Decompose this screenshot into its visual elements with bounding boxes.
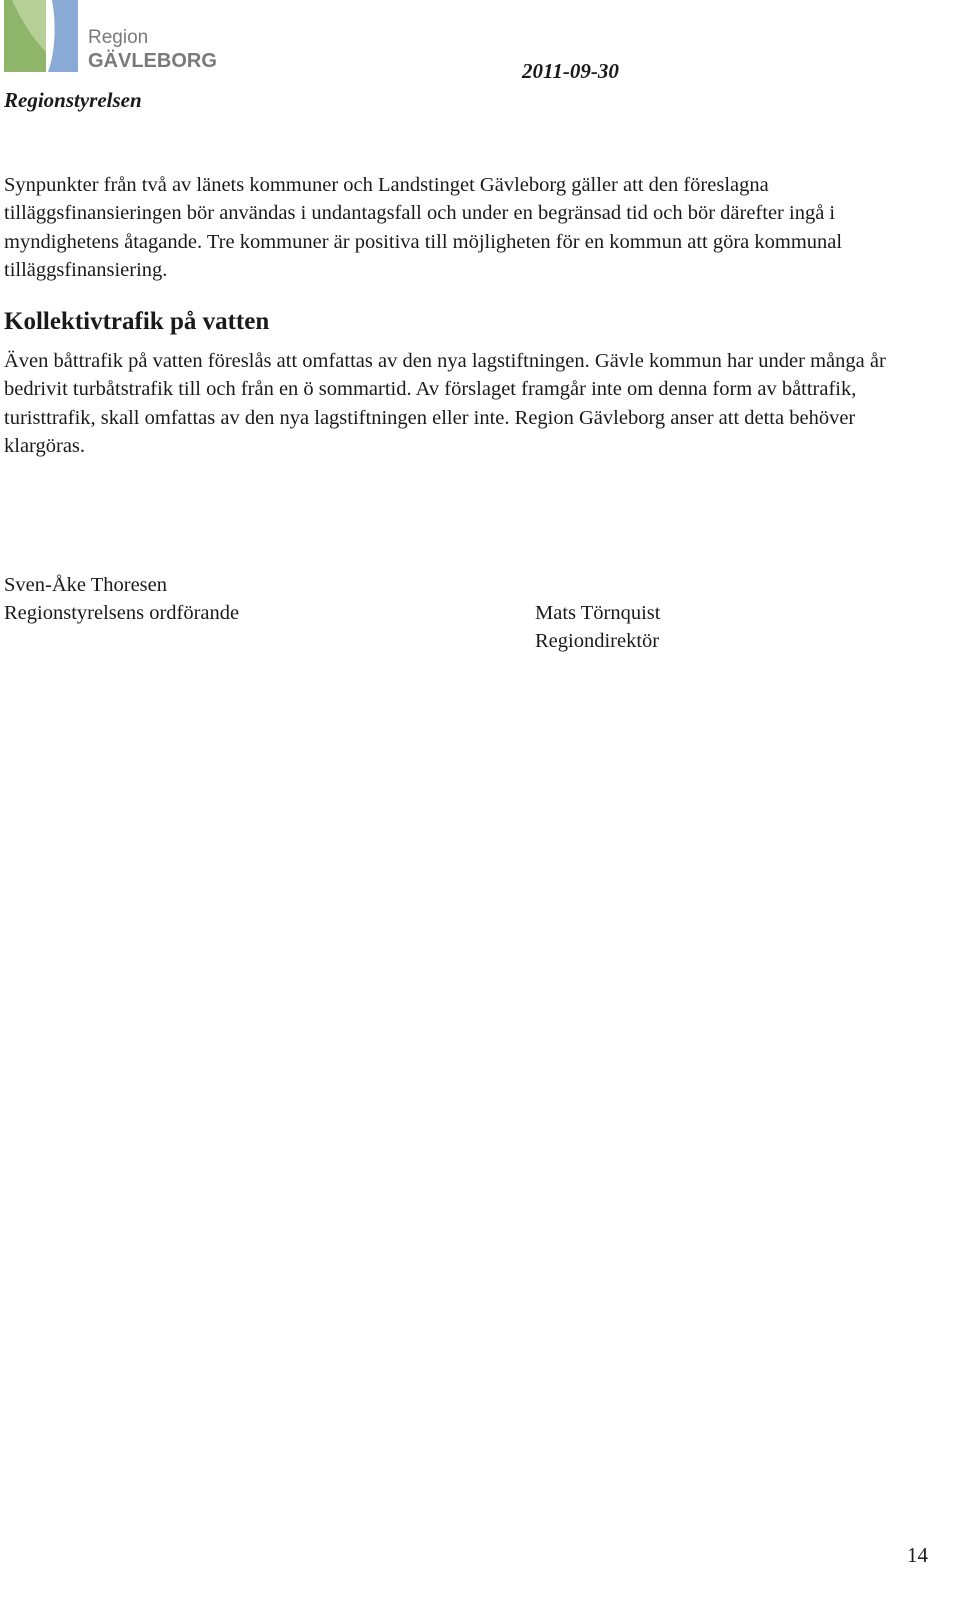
- logo-wordmark: [88, 28, 217, 71]
- body-paragraph-2: Även båttrafik på vatten föreslås att omfattas av den nya lagstiftningen. Gävle kommun har under många år bedrivit turbåtstrafik till och från en ö sommartid. Av förslaget framgår inte om denna form av båttrafik, turisttrafik, skall omfattas av den nya lagstiftningen eller inte. Region Gävleborg anser att detta behöver klargöras.: [4, 350, 886, 457]
- logo-line-region: Region: [88, 27, 149, 48]
- body-paragraph-1: Synpunkter från två av länets kommuner och Landstinget Gävleborg gäller att den föreslagna tilläggsfinansieringen bör användas i undantagsfall och under en begränsad tid och bör därefter ingå i myndighetens åtagande. Tre kommuner är positiva till möjligheten för en kommun att göra kommunal tilläggsfinansiering.: [4, 174, 843, 281]
- signatory-name: Sven-Åke Thoresen: [4, 574, 168, 596]
- signatory-name: Mats Törnquist: [535, 602, 661, 624]
- logo-mark-icon: [4, 0, 84, 72]
- region-gavleborg-logo: [4, 0, 217, 80]
- organization-name: Regionstyrelsen: [4, 88, 142, 112]
- signatory-title: Regionstyrelsens ordförande: [4, 602, 240, 625]
- page-number: 14: [907, 1543, 928, 1567]
- signature-block-left: [4, 571, 239, 628]
- signature-block-right: [535, 599, 660, 656]
- signatory-title: Regiondirektör: [535, 630, 660, 653]
- section-heading: Kollektivtrafik på vatten: [4, 308, 270, 335]
- document-date: 2011-09-30: [522, 59, 619, 83]
- logo-line-gavleborg: GÄVLEBORG: [88, 50, 217, 72]
